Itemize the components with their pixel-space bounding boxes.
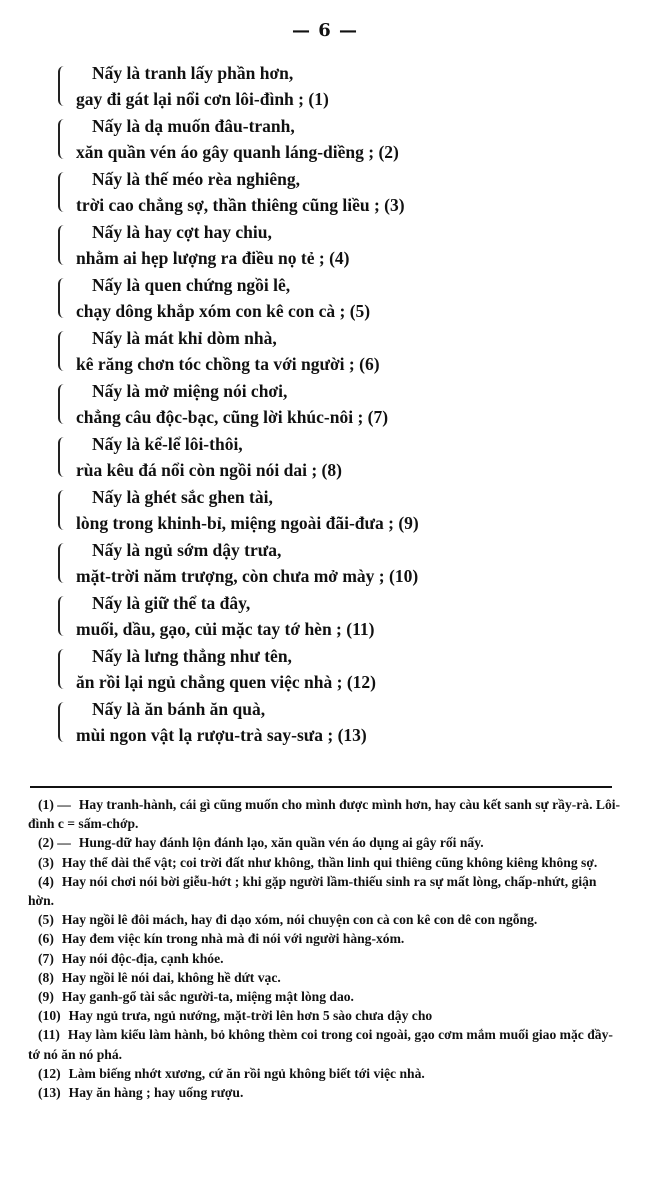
brace-mark xyxy=(58,437,67,477)
page-number: — 6 — xyxy=(291,20,359,41)
verse-line: xăn quần vén áo gây quanh láng-diềng ; (2) xyxy=(76,142,399,162)
brace-mark xyxy=(58,119,67,159)
verse-line: chạy dông khắp xóm con kê con cà ; (5) xyxy=(76,301,371,321)
footnote xyxy=(28,929,623,948)
footnote-text: Hay làm kiểu làm hành, bỏ không thèm coi trong coi ngoài, gạo cơm mắm muối giao mặc đầy-tớ nó ăn nó phá. xyxy=(28,1027,613,1062)
brace-mark xyxy=(58,543,67,583)
verse-line: Nấy là mở miệng nói chơi, xyxy=(92,381,288,401)
couplet xyxy=(58,166,618,219)
brace-mark xyxy=(58,702,67,742)
poem xyxy=(58,60,618,749)
footnote-number: (12) xyxy=(38,1065,61,1081)
footnote-number: (2) — xyxy=(38,835,71,851)
footnote-text: Hay ganh-gổ tài sắc người-ta, miệng mật lòng dao. xyxy=(61,989,354,1005)
footnote xyxy=(28,853,623,872)
verse-line: gay đi gát lại nổi cơn lôi-đình ; (1) xyxy=(76,89,329,109)
footnote-number: (3) xyxy=(38,854,54,870)
footnote-number: (11) xyxy=(38,1027,60,1043)
footnote xyxy=(28,872,623,910)
footnote-text: Hay ngồi lê nói dai, không hề dứt vạc. xyxy=(61,969,281,985)
footnote-number: (10) xyxy=(38,1008,61,1024)
verse-line: rùa kêu đá nổi còn ngồi nói dai ; (8) xyxy=(76,460,342,480)
footnote-number: (8) xyxy=(38,969,54,985)
footnote-text: Hay ngồi lê đôi mách, hay đi dạo xóm, nói chuyện con cà con kê con dê con ngỗng. xyxy=(61,912,538,928)
couplet xyxy=(58,537,618,590)
verse-line: trời cao chẳng sợ, thần thiêng cũng liều ; (3) xyxy=(76,195,405,215)
couplet xyxy=(58,378,618,431)
verse-line: Nấy là ăn bánh ăn quà, xyxy=(92,699,266,719)
footnote-text: Hay đem việc kín trong nhà mà đi nói với người hàng-xóm. xyxy=(61,931,405,947)
verse-line: kê răng chơn tóc chồng ta với người ; (6) xyxy=(76,354,380,374)
verse-line: Nấy là kể-lể lôi-thôi, xyxy=(92,434,243,454)
brace-mark xyxy=(58,66,67,106)
verse-line: Nấy là giữ thể ta đây, xyxy=(92,593,251,613)
footnote-text: Làm biếng nhớt xương, cứ ăn rồi ngủ không biết tới việc nhà. xyxy=(68,1065,425,1081)
footnote-number: (9) xyxy=(38,989,54,1005)
footnote-number: (13) xyxy=(38,1085,61,1101)
couplet xyxy=(58,113,618,166)
footnote xyxy=(28,949,623,968)
footnote xyxy=(28,1083,623,1102)
verse-line: Nấy là ngủ sớm dậy trưa, xyxy=(92,540,282,560)
footnote-number: (7) xyxy=(38,950,54,966)
verse-line: Nấy là hay cợt hay chiu, xyxy=(92,222,272,242)
couplet xyxy=(58,696,618,749)
footnote-text: Hung-dữ hay đánh lộn đánh lạo, xăn quần vén áo dụng ai gây rối nấy. xyxy=(78,835,484,851)
verse-line: Nấy là thế méo rèa nghiêng, xyxy=(92,169,301,189)
footnote-text: Hay thể dài thể vật; coi trời đất như không, thần linh qui thiêng cũng không kiêng không sợ. xyxy=(61,854,598,870)
brace-mark xyxy=(58,596,67,636)
brace-mark xyxy=(58,278,67,318)
couplet xyxy=(58,590,618,643)
footnote xyxy=(28,987,623,1006)
footnote-number: (5) xyxy=(38,912,54,928)
footnote-text: Hay tranh-hành, cái gì cũng muốn cho mình được mình hơn, hay càu kết sanh sự rầy-rà. Lôi-đình c = sấm-chớp. xyxy=(28,797,621,832)
verse-line: Nấy là mát khỉ dòm nhà, xyxy=(92,328,277,348)
footnote-text: Hay nói chơi nói bời giễu-hớt ; khi gặp người lầm-thiếu sinh ra sự mất lòng, chấp-nhứt, giận hờn. xyxy=(28,873,597,909)
footnote xyxy=(28,1064,623,1083)
brace-mark xyxy=(58,172,67,212)
footnote-number: (4) xyxy=(38,873,54,889)
couplet xyxy=(58,272,618,325)
verse-line: chẳng câu độc-bạc, cũng lời khúc-nôi ; (7) xyxy=(76,407,389,427)
verse-line: mùi ngon vật lạ rượu-trà say-sưa ; (13) xyxy=(76,725,367,745)
footnote xyxy=(28,795,623,833)
footnote xyxy=(28,910,623,929)
verse-line: Nấy là tranh lấy phần hơn, xyxy=(92,63,294,83)
footnotes xyxy=(28,795,623,1102)
couplet xyxy=(58,431,618,484)
verse-line: Nấy là ghét sắc ghen tài, xyxy=(92,487,273,507)
brace-mark xyxy=(58,649,67,689)
couplet xyxy=(58,643,618,696)
verse-line: ăn rồi lại ngủ chẳng quen việc nhà ; (12) xyxy=(76,672,376,692)
verse-line: Nấy là dạ muốn đâu-tranh, xyxy=(92,116,295,136)
footnote-text: Hay nói độc-địa, cạnh khóe. xyxy=(61,950,224,966)
footnote xyxy=(28,1006,623,1025)
brace-mark xyxy=(58,384,67,424)
verse-line: Nấy là quen chứng ngồi lê, xyxy=(92,275,291,295)
verse-line: nhằm ai hẹp lượng ra điều nọ tẻ ; (4) xyxy=(76,248,350,268)
couplet xyxy=(58,60,618,113)
footnote-number: (6) xyxy=(38,931,54,947)
brace-mark xyxy=(58,331,67,371)
footnote-text: Hay ăn hàng ; hay uống rượu. xyxy=(68,1085,244,1101)
verse-line: Nấy là lưng thẳng như tên, xyxy=(92,646,292,666)
footnote-divider xyxy=(30,786,612,788)
verse-line: muối, dầu, gạo, củi mặc tay tớ hèn ; (11) xyxy=(76,619,375,639)
footnote xyxy=(28,833,623,852)
verse-line: mặt-trời năm trượng, còn chưa mở mày ; (10) xyxy=(76,566,419,586)
couplet xyxy=(58,219,618,272)
brace-mark xyxy=(58,490,67,530)
footnote-number: (1) — xyxy=(38,797,71,812)
verse-line: lòng trong khinh-bỉ, miệng ngoài đãi-đưa ; (9) xyxy=(76,513,419,533)
footnote xyxy=(28,1025,623,1063)
couplet xyxy=(58,484,618,537)
couplet xyxy=(58,325,618,378)
footnote-text: Hay ngủ trưa, ngủ nướng, mặt-trời lên hơn 5 sào chưa dậy cho xyxy=(68,1008,433,1024)
footnote xyxy=(28,968,623,987)
brace-mark xyxy=(58,225,67,265)
